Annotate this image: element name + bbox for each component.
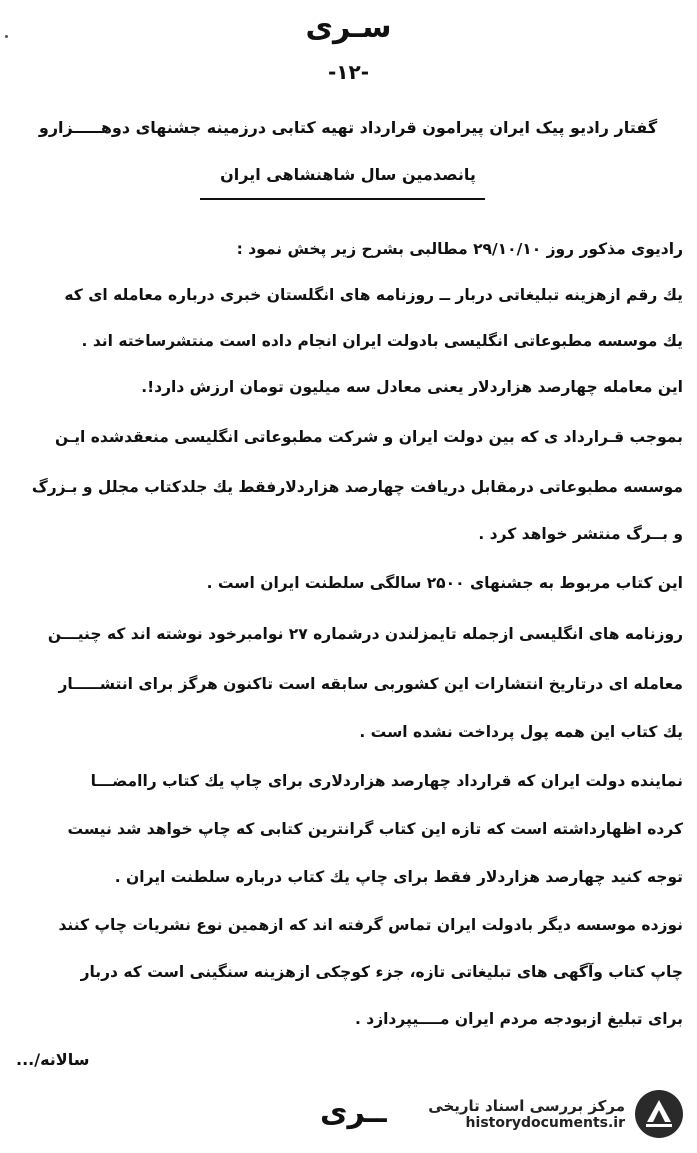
body-line: توجه کنید چهارصد هزاردلار فقط برای چاپ یك کتاب درباره سلطنت ایران . [114,868,683,886]
body-line: چاپ کتاب وآگهی های تبلیغاتی تازه، جزء کوچکی ازهزینه سنگینی است که دربار [80,963,683,981]
archive-watermark [428,1088,685,1140]
body-line: روزنامه های انگلیسی ازجمله تایمزلندن درشماره ۲۷ نوامبرخود نوشته اند که چنیـــن [47,625,683,643]
body-line: یك رقم ازهزینه تبلیغاتی دربار ــ روزنامه های انگلستان خبری درباره معامله ای که [64,286,683,304]
body-line: رادیوی مذکور روز ۲۹/۱۰/۱۰ مطالبی بشرح زیر پخش نمود : [236,240,683,258]
watermark-site: historydocuments.ir [465,1115,625,1131]
body-line: برای تبلیغ ازبودجه مردم ایران مــــیپردازد . [354,1010,683,1028]
classification-mark-top: سـری [305,10,392,45]
watermark-text [428,1097,625,1131]
archive-logo-icon [633,1088,685,1140]
body-line: معامله ای درتاریخ انتشارات این کشوربی سابقه است تاکنون هرگز برای انتشـــــار [58,675,683,693]
title-underline [200,198,485,200]
body-line: یك کتاب این همه پول پرداخت نشده است . [359,723,683,741]
body-line: و بــرگ منتشر خواهد کرد . [478,525,683,543]
body-line: بموجب قـرارداد ی که بین دولت ایران و شرکت مطبوعاتی انگلیسی منعقدشده ایـن [54,428,683,446]
document-title-line-1: گفتار رادیو پیک ایران پیرامون قرارداد تهیه کتابی درزمینه جشنهای دوهـــــزارو [38,118,658,137]
classification-mark-bottom: ــری [320,1095,387,1130]
page-number: -۱۲- [327,60,369,84]
body-line: این کتاب مربوط به جشنهای ۲۵۰۰ سالگی سلطنت ایران است . [206,574,683,592]
body-line: این معامله چهارصد هزاردلار یعنی معادل سه میلیون تومان ارزش دارد!. [141,378,683,396]
body-line: کرده اظهارداشته است که تازه این کتاب گرانترین کتابی که چاپ خواهد شد نیست [67,820,683,838]
body-line: نماینده دولت ایران که قرارداد چهارصد هزاردلاری برای چاپ یك کتاب راامضـــا [90,772,683,790]
body-line: نوزده موسسه دیگر بادولت ایران تماس گرفته اند که ازهمین نوع نشریات چاپ کنند [58,916,683,934]
document-title-line-2: پانصدمین سال شاهنشاهی ایران [220,165,476,184]
body-line: یك موسسه مطبوعاتی انگلیسی بادولت ایران انجام داده است منتشرساخته اند . [81,332,683,350]
footer-note: سالانه/... [16,1050,90,1069]
watermark-org-name: مرکز بررسی اسناد تاریخی [428,1097,625,1115]
body-line: موسسه مطبوعاتی درمقابل دریافت چهارصد هزاردلارفقط یك جلدکتاب مجلل و بـزرگ [31,478,683,496]
